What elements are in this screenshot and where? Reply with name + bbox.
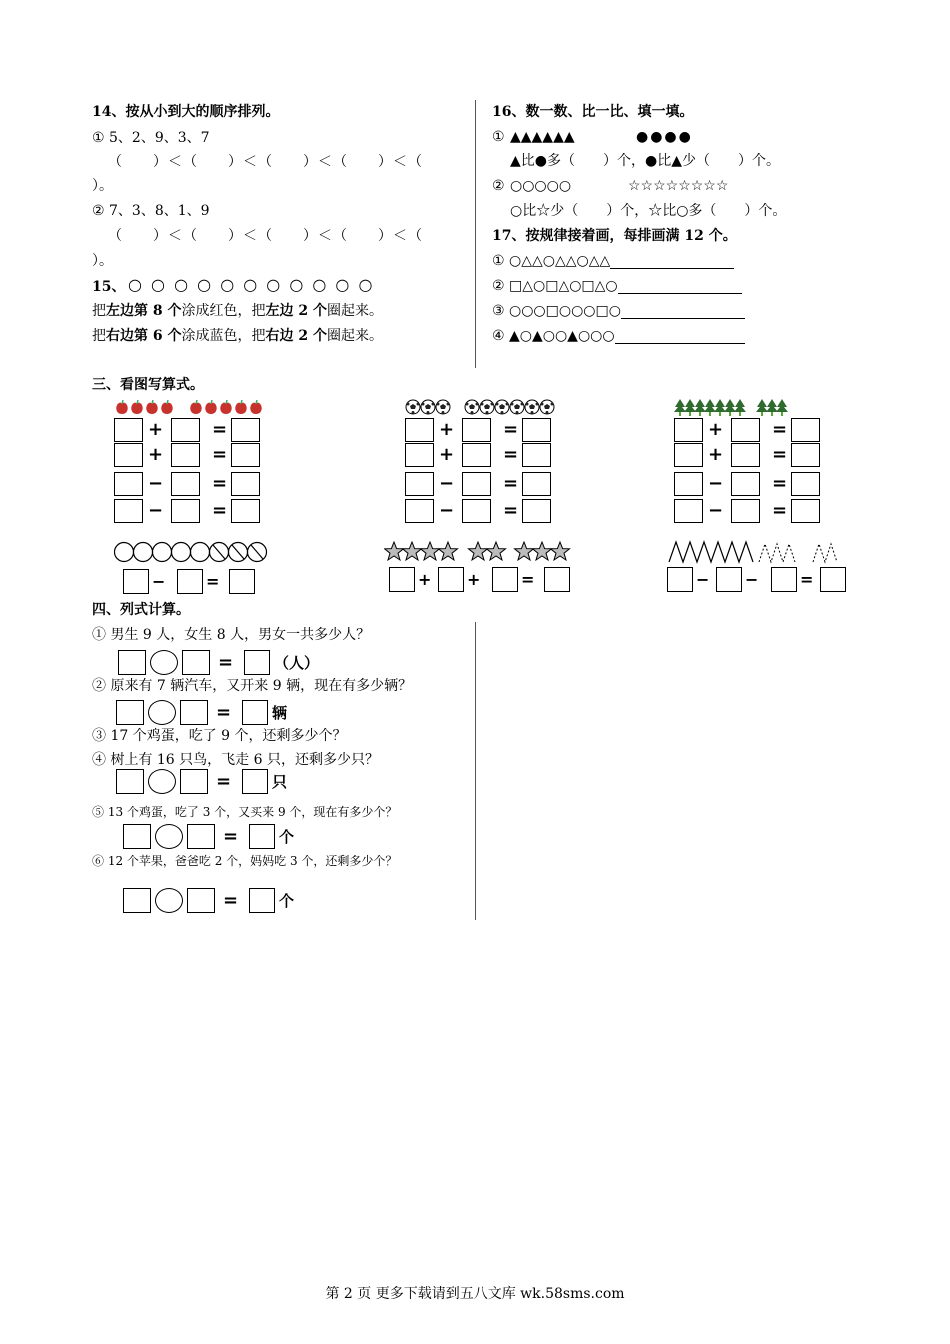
q16-row1-triangles: ▲▲▲▲▲▲ [510,129,575,145]
unit-label: 个 [279,828,295,846]
tree-icon [714,399,724,417]
equals-sign: = [503,473,519,494]
operator-circle[interactable] [155,824,183,849]
tree-icon [766,399,776,417]
operator: − [745,570,759,589]
icon-group-left [405,399,450,417]
answer-box[interactable] [438,567,464,592]
unit-label: 只 [272,773,288,791]
q17-row-2[interactable]: ② □△○□△○□△○ [492,278,742,294]
soccer-ball-icon [494,399,509,417]
q16-row2-circles: ○○○○○ [510,178,572,194]
q16-row1-dots: ●●●● [636,129,693,145]
answer-box[interactable] [242,700,268,725]
tree-icon [756,399,766,417]
column-divider-bottom [475,622,476,920]
q14-title: 14、按从小到大的顺序排列。 [92,104,280,120]
answer-box[interactable] [231,472,260,496]
answer-box[interactable] [731,472,760,496]
answer-box[interactable] [231,418,260,442]
soccer-ball-icon [479,399,494,417]
stars-picture [384,541,574,563]
column-divider-top [475,100,476,368]
operator: + [467,570,481,589]
page-footer: 第 2 页 更多下载请到五八文库 wk.58sms.com [325,1286,625,1302]
answer-box[interactable] [667,567,693,592]
answer-box[interactable] [123,824,151,849]
operator: − [439,473,455,494]
equals-sign: = [772,419,788,440]
equals-sign: = [503,419,519,440]
q14-p2-end: ）。 [92,253,113,269]
q14-p2-blanks[interactable]: （ ）＜（ ）＜（ ）＜（ ）＜（ [108,228,423,244]
icon-group-right [464,399,554,417]
section3-picture-1 [114,399,263,417]
answer-box[interactable] [177,569,203,594]
q16-row2-stars: ☆☆☆☆☆☆☆☆ [628,178,729,194]
q17-row-4[interactable]: ④ ▲○▲○○▲○○○ [492,328,745,344]
tree-icon [694,399,704,417]
q15-line2: 把右边第 6 个涂成蓝色，把右边 2 个圈起来。 [92,328,383,344]
equals-sign: = [503,444,519,465]
answer-box[interactable] [171,418,200,442]
operator: + [708,444,724,465]
answer-box[interactable] [187,824,215,849]
equals-sign: = [223,890,239,911]
answer-box[interactable] [674,499,703,523]
operator: − [148,500,164,521]
q14-p1-numbers: ① 5、2、9、3、7 [92,130,210,146]
tree-icon [704,399,714,417]
answer-box[interactable] [389,567,415,592]
q16-row1-label: ① [492,129,505,145]
q16-title: 16、数一数、比一比、填一填。 [492,104,694,120]
section3-picture-3 [674,399,786,417]
equals-sign: = [223,826,239,847]
q14-p2-numbers: ② 7、3、8、1、9 [92,203,210,219]
operator: + [418,570,432,589]
answer-box[interactable] [171,472,200,496]
q15-circles[interactable]: ○ ○ ○ ○ ○ ○ ○ ○ ○ ○ ○ [128,275,375,294]
operator: + [439,419,455,440]
answer-box[interactable] [114,472,143,496]
soccer-ball-icon [539,399,554,417]
s4-question-2: ② 原来有 7 辆汽车，又开来 9 辆，现在有多少辆？ [92,678,413,694]
peach-icon [218,399,233,417]
answer-box[interactable] [123,569,149,594]
equals-sign: = [800,570,814,589]
icon-group-left [114,399,174,417]
operator: + [708,419,724,440]
answer-box[interactable] [716,567,742,592]
section4-title: 四、列式计算。 [92,602,190,618]
answer-box[interactable] [116,769,144,794]
peach-icon [188,399,203,417]
equals-sign: = [206,572,220,591]
answer-box[interactable] [114,443,143,467]
answer-box[interactable] [462,443,491,467]
equals-sign: = [216,702,232,723]
answer-box[interactable] [791,443,820,467]
s4-question-6: ⑥ 12 个苹果，爸爸吃 2 个，妈妈吃 3 个，还剩多少个？ [92,854,398,868]
answer-box[interactable] [462,418,491,442]
answer-box[interactable] [731,499,760,523]
q16-row2-label: ② [492,178,505,194]
s4-question-1: ① 男生 9 人，女生 8 人，男女一共多少人？ [92,627,371,643]
q16-row2-question[interactable]: ○比☆少（ ）个，☆比○多（ ）个。 [510,203,787,219]
q14-p1-blanks[interactable]: （ ）＜（ ）＜（ ）＜（ ）＜（ [108,154,423,170]
operator: + [148,419,164,440]
icon-group-right [756,399,786,417]
answer-box[interactable] [171,443,200,467]
equals-sign: = [212,500,228,521]
q17-row-1[interactable]: ① ○△△○△△○△△ [492,253,734,269]
answer-box[interactable] [242,769,268,794]
answer-box[interactable] [731,443,760,467]
equals-sign: = [212,419,228,440]
operator-circle[interactable] [148,700,176,725]
operator: − [708,500,724,521]
q17-title: 17、按规律接着画，每排画满 12 个。 [492,228,737,244]
answer-box[interactable] [791,472,820,496]
soccer-ball-icon [464,399,479,417]
peach-icon [233,399,248,417]
soccer-ball-icon [509,399,524,417]
answer-box[interactable] [522,472,551,496]
section3-picture-2 [405,399,554,417]
answer-box[interactable] [522,443,551,467]
icon-group-left [674,399,744,417]
answer-box[interactable] [123,888,151,913]
peach-icon [114,399,129,417]
operator: + [148,444,164,465]
operator: − [148,473,164,494]
answer-box[interactable] [674,418,703,442]
operator-circle[interactable] [150,650,178,675]
q14-p1-end: ）。 [92,178,113,194]
answer-box[interactable] [731,418,760,442]
answer-box[interactable] [492,567,518,592]
section3-title: 三、看图写算式。 [92,377,204,393]
answer-box[interactable] [522,418,551,442]
answer-box[interactable] [820,567,846,592]
answer-box[interactable] [462,472,491,496]
crossed-circles-picture [114,541,274,563]
answer-box[interactable] [231,499,260,523]
tree-icon [724,399,734,417]
answer-box[interactable] [114,499,143,523]
answer-box[interactable] [182,650,210,675]
answer-box[interactable] [405,443,434,467]
answer-box[interactable] [249,888,275,913]
tree-icon [734,399,744,417]
q15-title: 15、 [92,279,126,295]
operator: − [696,570,710,589]
peach-icon [159,399,174,417]
answer-box[interactable] [249,824,275,849]
operator-circle[interactable] [148,769,176,794]
answer-box[interactable] [118,650,146,675]
answer-box[interactable] [229,569,255,594]
soccer-ball-icon [435,399,450,417]
answer-box[interactable] [771,567,797,592]
answer-box[interactable] [522,499,551,523]
soccer-ball-icon [420,399,435,417]
equals-sign: = [772,444,788,465]
s4-question-5: ⑤ 13 个鸡蛋，吃了 3 个，又买来 9 个，现在有多少个？ [92,805,398,819]
q15-line1: 把左边第 8 个涂成红色，把左边 2 个圈起来。 [92,303,383,319]
answer-box[interactable] [674,443,703,467]
equals-sign: = [212,473,228,494]
equals-sign: = [772,500,788,521]
peach-icon [129,399,144,417]
equals-sign: = [212,444,228,465]
peach-icon [203,399,218,417]
equals-sign: = [772,473,788,494]
icon-group-right [188,399,263,417]
answer-box[interactable] [116,700,144,725]
peach-icon [248,399,263,417]
q17-row-3[interactable]: ③ ○○○□○○○□○ [492,303,745,319]
answer-box[interactable] [114,418,143,442]
soccer-ball-icon [405,399,420,417]
tree-icon [684,399,694,417]
equals-sign: = [521,570,535,589]
answer-box[interactable] [180,700,208,725]
triangles-picture [667,540,847,564]
answer-box[interactable] [180,769,208,794]
answer-box[interactable] [674,472,703,496]
answer-box[interactable] [462,499,491,523]
equals-sign: = [218,652,234,673]
s4-question-4: ④ 树上有 16 只鸟，飞走 6 只，还剩多少只？ [92,752,379,768]
operator: + [439,444,455,465]
soccer-ball-icon [524,399,539,417]
operator: − [152,572,166,591]
s4-question-3: ③ 17 个鸡蛋，吃了 9 个，还剩多少个？ [92,728,347,744]
peach-icon [144,399,159,417]
equals-sign: = [503,500,519,521]
answer-box[interactable] [244,650,270,675]
answer-box[interactable] [405,499,434,523]
answer-box[interactable] [171,499,200,523]
answer-box[interactable] [231,443,260,467]
answer-box[interactable] [187,888,215,913]
answer-box[interactable] [544,567,570,592]
answer-box[interactable] [405,418,434,442]
tree-icon [776,399,786,417]
unit-label: 个 [279,892,295,910]
unit-label: 辆 [272,704,288,722]
answer-box[interactable] [405,472,434,496]
equals-sign: = [216,771,232,792]
answer-box[interactable] [791,418,820,442]
unit-label: （人） [274,654,320,672]
answer-box[interactable] [791,499,820,523]
operator: − [708,473,724,494]
tree-icon [674,399,684,417]
operator: − [439,500,455,521]
q16-row1-question[interactable]: ▲比●多（ ）个，●比▲少（ ）个。 [510,153,780,169]
operator-circle[interactable] [155,888,183,913]
